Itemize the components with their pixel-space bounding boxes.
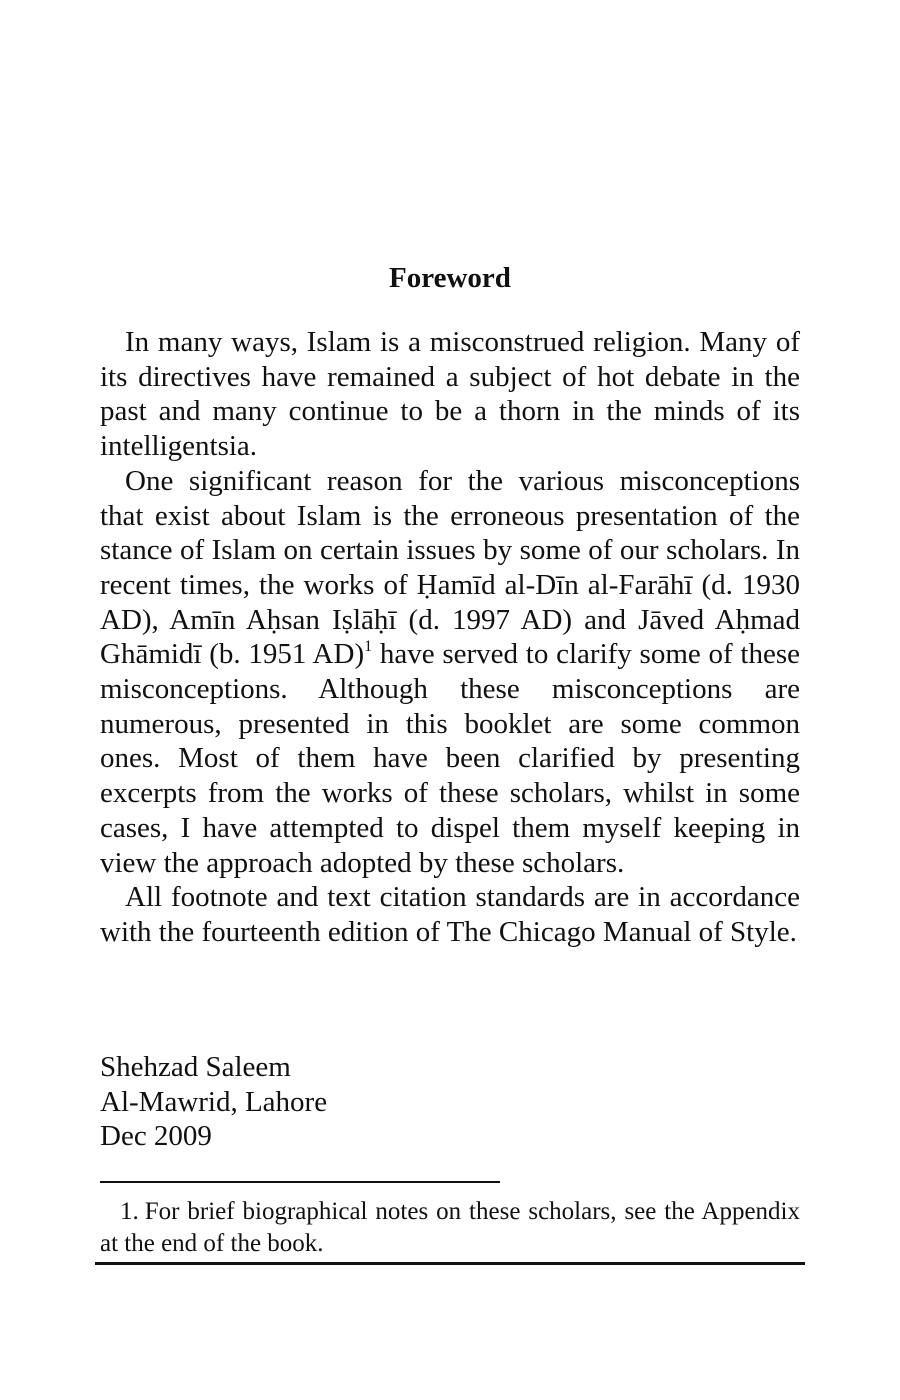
signature-block <box>100 1050 600 1154</box>
footnote-text: For brief biographical notes on these scholars, see the Appendix at the end of the book. <box>100 1198 800 1257</box>
signature-date: Dec 2009 <box>100 1120 212 1153</box>
paragraph-3: All footnote and text citation standards are in accordance with the fourteenth edition of The Chicago Manual of Style. <box>100 881 800 948</box>
author-name: Shehzad Saleem <box>100 1051 291 1083</box>
foreword-body <box>100 325 800 950</box>
paragraph-2 <box>100 464 800 880</box>
paragraph-1: In many ways, Islam is a misconstrued religion. Many of its directives have remained a subject of hot debate in the past and many continue to be a thorn in the minds of its intelligentsia. <box>100 326 800 463</box>
page-bottom-rule <box>95 1262 805 1265</box>
footnote-number: 1. <box>120 1198 139 1225</box>
footnote-separator <box>100 1181 500 1183</box>
footnote <box>100 1196 800 1260</box>
author-affiliation: Al-Mawrid, Lahore <box>100 1085 328 1118</box>
page-title: Foreword <box>389 262 511 294</box>
paragraph-2-continuation: have served to clarify some of these misconceptions. Although these misconceptions are numerous, presented in this booklet are some common ones. Most of them have been clarified by presenting excerpts from the works of these scholars, whilst in some cases, I have attempted to dispel them myself keeping in view the approach adopted by these scholars. <box>100 638 800 879</box>
footnote-reference: 1 <box>364 638 373 656</box>
paragraph-2-text: One significant reason for the various misconceptions that exist about Islam is the erroneous presentation of the stance of Islam on certain issues by some of our scholars. In recent times, the works of Ḥamīd al-Dīn al-Farāhī (d. 1930 AD), Amīn Aḥsan Iṣlāḥī (d. 1997 AD) and Jāved Aḥmad Ghāmidī (b. 1951 AD) <box>100 464 800 671</box>
